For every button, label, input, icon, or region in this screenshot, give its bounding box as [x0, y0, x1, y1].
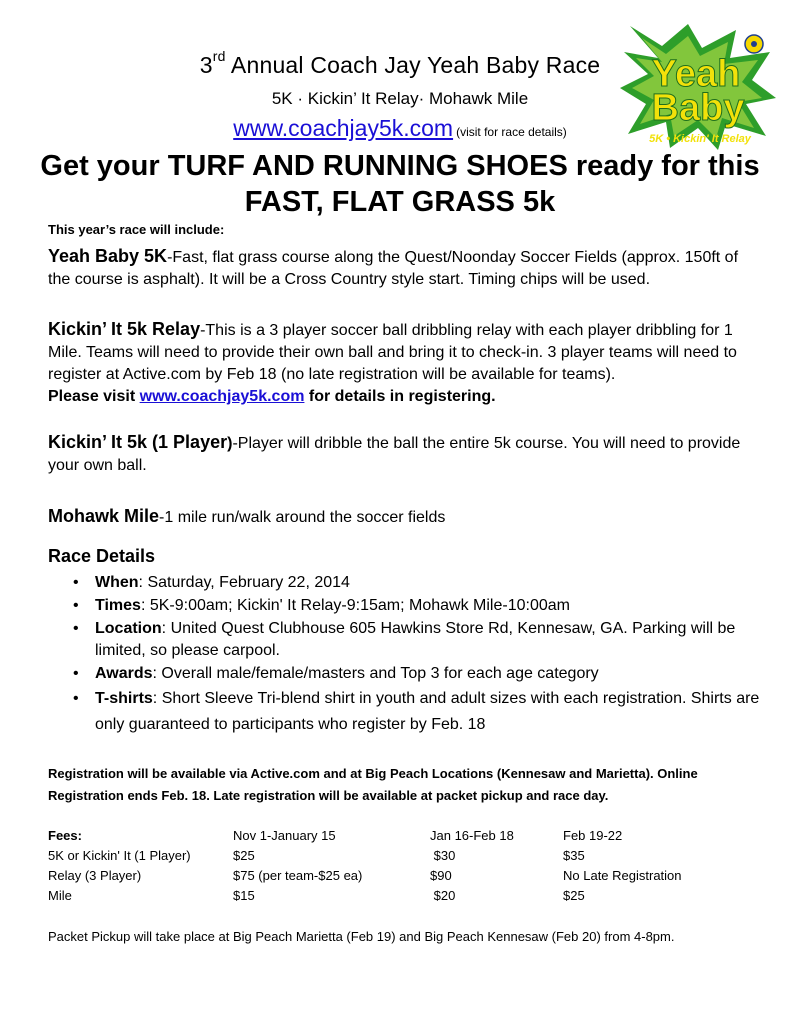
- detail-text: : United Quest Clubhouse 605 Hawkins Store Rd, Kennesaw, GA. Parking will be limited, so please carpool.: [95, 620, 736, 659]
- table-cell: $30: [430, 848, 456, 863]
- visit-prefix: Please visit: [48, 388, 140, 405]
- table-cell: $15: [233, 888, 255, 903]
- intro-text: This year’s race will include:: [48, 222, 225, 237]
- logo-word-yeah: Yeah: [651, 53, 741, 95]
- table-cell: $90: [430, 868, 452, 883]
- detail-text: : Saturday, February 22, 2014: [138, 574, 350, 591]
- table-header-row: [48, 826, 743, 846]
- title-ordinal-suffix: rd: [212, 48, 226, 64]
- detail-label: Awards: [95, 665, 153, 682]
- table-cell: $35: [563, 848, 585, 863]
- race-details-heading: Race Details: [48, 546, 156, 566]
- event-name: Mohawk Mile: [48, 506, 160, 526]
- packet-pickup-note: Packet Pickup will take place at Big Peach Marietta (Feb 19) and Big Peach Kennesaw (Feb 20) from 4-8pm.: [48, 929, 675, 944]
- detail-text: : Short Sleeve Tri-blend shirt in youth and adult sizes with each registration. Shirts are only guaranteed to participants who register by Feb. 18: [95, 690, 760, 733]
- event-name: Kickin’ It 5k Relay: [48, 319, 201, 339]
- detail-item-times: [48, 595, 763, 617]
- detail-text: : 5K-9:00am; Kickin' It Relay-9:15am; Mohawk Mile-10:00am: [140, 597, 570, 614]
- soccer-ball-icon: [745, 35, 763, 53]
- headline-line-1: Get your TURF AND RUNNING SHOES ready for this: [40, 150, 760, 182]
- logo-tagline: 5K • Kickin' It Relay: [649, 133, 751, 145]
- table-cell: $20: [430, 888, 456, 903]
- table-row: [48, 866, 743, 886]
- bullet-icon: •: [73, 690, 79, 707]
- table-cell: Mile: [48, 888, 72, 903]
- table-row: [48, 886, 743, 906]
- table-cell: $25: [563, 888, 585, 903]
- table-row: [48, 846, 743, 866]
- table-cell: Relay (3 Player): [48, 868, 142, 883]
- event-name-suffix: ): [227, 435, 233, 452]
- detail-item-tshirts: [48, 686, 763, 738]
- event-description: -Player will dribble the ball the entire 5k course. You will need to provide your own ball.: [48, 435, 741, 474]
- event-mohawk-mile: [48, 505, 763, 529]
- visit-suffix: for details in registering.: [304, 388, 496, 405]
- table-header-cell: Jan 16-Feb 18: [430, 828, 514, 843]
- bullet-icon: •: [73, 574, 79, 591]
- bullet-icon: •: [73, 665, 79, 682]
- table-cell: $25: [233, 848, 255, 863]
- table-header-cell: Feb 19-22: [563, 828, 623, 843]
- table-cell: No Late Registration: [563, 868, 682, 883]
- detail-item-location: [48, 618, 763, 662]
- event-yeah-baby-5k: [48, 245, 763, 291]
- event-name: Yeah Baby 5K: [48, 246, 168, 266]
- table-cell: 5K or Kickin' It (1 Player): [48, 848, 191, 863]
- detail-label: When: [95, 574, 139, 591]
- title-ordinal: 3: [199, 52, 213, 78]
- headline-line-2: FAST, FLAT GRASS 5k: [244, 186, 556, 218]
- event-description: -This is a 3 player soccer ball dribbling relay with each player dribbling for 1 Mile. Teams will need to provide their own ball and bring it to check-in. 3 player teams will need to register at Active.com by Feb 18 (no late registration will be available for teams).: [48, 322, 737, 383]
- fees-table: [48, 826, 743, 906]
- headline: [0, 148, 800, 220]
- relay-website-link[interactable]: www.coachjay5k.com: [139, 388, 305, 405]
- bullet-icon: •: [73, 620, 79, 637]
- race-subtitle: 5K · Kickin’ It Relay· Mohawk Mile: [271, 89, 529, 108]
- race-details-list: [48, 572, 763, 739]
- event-name: Kickin’ It 5k (1 Player: [48, 432, 228, 452]
- event-description: -1 mile run/walk around the soccer fields: [159, 509, 446, 526]
- yeah-baby-logo: [618, 24, 778, 152]
- title-rest: Annual Coach Jay Yeah Baby Race: [225, 52, 601, 78]
- detail-label: Times: [95, 597, 141, 614]
- detail-label: T-shirts: [95, 690, 153, 707]
- detail-label: Location: [95, 620, 162, 637]
- detail-item-when: [48, 572, 763, 594]
- registration-note: Registration will be available via Active.com and at Big Peach Locations (Kennesaw and Marietta). Online Registration ends Feb. 18. Late registration will be available at packet pickup and race day.: [48, 766, 698, 803]
- logo-word-baby: Baby: [651, 87, 745, 129]
- detail-item-awards: [48, 663, 763, 685]
- event-kickin-it-1-player: [48, 431, 763, 477]
- url-note: (visit for race details): [456, 125, 567, 139]
- bullet-icon: •: [73, 597, 79, 614]
- detail-text: : Overall male/female/masters and Top 3 for each age category: [152, 665, 599, 682]
- event-kickin-it-relay: [48, 318, 763, 408]
- race-website-link[interactable]: www.coachjay5k.com: [233, 115, 454, 141]
- table-header-cell: Fees:: [48, 828, 82, 843]
- table-cell: $75 (per team-$25 ea): [233, 868, 363, 883]
- table-header-cell: Nov 1-January 15: [233, 828, 336, 843]
- event-description: -Fast, flat grass course along the Quest/Noonday Soccer Fields (approx. 150ft of the course is asphalt). It will be a Cross Country style start. Timing chips will be used.: [48, 249, 739, 288]
